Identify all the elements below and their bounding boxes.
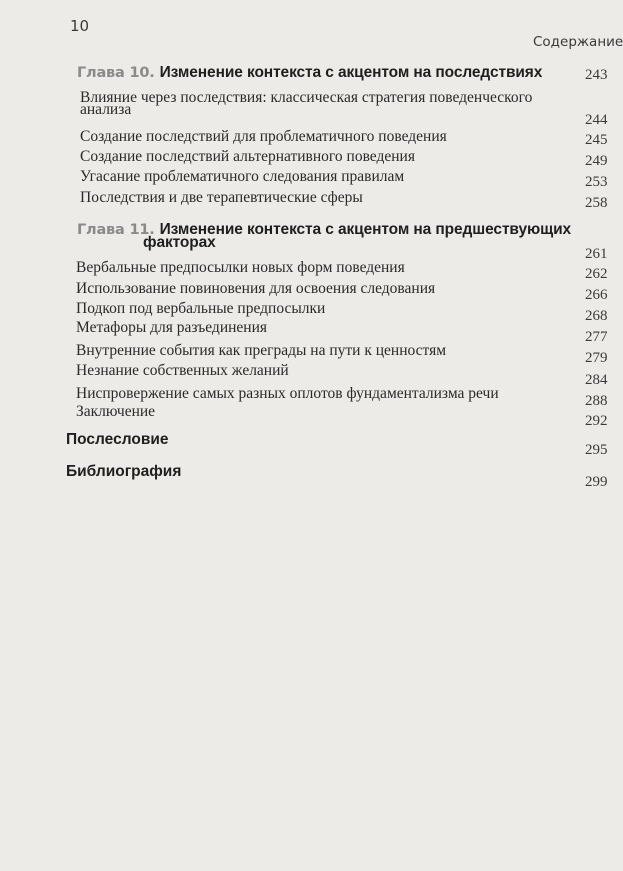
chapter-title-cont: факторах xyxy=(143,234,216,251)
chapter-label: Глава 10. xyxy=(77,65,155,81)
toc-item: Создание последствий для проблематичного поведения xyxy=(80,128,447,145)
toc-item-page: 268 xyxy=(585,308,608,324)
back-matter-page: 295 xyxy=(585,442,608,458)
chapter-heading xyxy=(77,62,542,82)
toc-item-page: 249 xyxy=(585,153,608,169)
toc-item-page: 277 xyxy=(585,329,608,345)
toc-item: Метафоры для разъединения xyxy=(76,319,268,336)
toc-item-cont: анализа xyxy=(80,101,132,118)
toc-item-page: 292 xyxy=(585,413,608,429)
toc-item-page: 253 xyxy=(585,174,608,190)
toc-item: Использование повиновения для освоения следования xyxy=(76,280,436,297)
toc-item: Внутренние события как преграды на пути к ценностям xyxy=(76,342,447,359)
toc-item: Вербальные предпосылки новых форм поведения xyxy=(76,259,405,276)
toc-item: Угасание проблематичного следования правилам xyxy=(80,168,405,185)
toc-item: Незнание собственных желаний xyxy=(76,362,289,379)
toc-item-page: 244 xyxy=(585,112,608,128)
toc-item: Последствия и две терапевтические сферы xyxy=(80,189,363,206)
toc-item: Создание последствий альтернативного поведения xyxy=(80,148,415,165)
chapter-page: 243 xyxy=(585,67,608,83)
toc-item: Влияние через последствия: классическая стратегия поведенческого xyxy=(80,89,533,106)
toc-item: Заключение xyxy=(76,403,156,420)
toc-item-page: 288 xyxy=(585,393,608,409)
back-matter-title: Послесловие xyxy=(66,431,169,448)
chapter-title: Изменение контекста с акцентом на последствиях xyxy=(159,64,543,81)
toc-item-page: 284 xyxy=(585,372,608,388)
toc-item-page: 245 xyxy=(585,132,608,148)
back-matter-title: Библиография xyxy=(66,463,182,480)
running-head: Содержание xyxy=(533,34,623,50)
page-number: 10 xyxy=(70,17,90,35)
toc-item-page: 258 xyxy=(585,195,608,211)
toc-item: Подкоп под вербальные предпосылки xyxy=(76,300,326,317)
toc-item-page: 266 xyxy=(585,287,608,303)
back-matter-page: 299 xyxy=(585,474,608,490)
toc-item: Ниспровержение самых разных оплотов фундаментализма речи xyxy=(76,385,499,402)
toc-item-page: 279 xyxy=(585,350,608,366)
chapter-page: 261 xyxy=(585,246,608,262)
toc-item-page: 262 xyxy=(585,266,608,282)
chapter-title: Изменение контекста с акцентом на предшествующих xyxy=(159,221,572,238)
chapter-label: Глава 11. xyxy=(77,222,155,238)
